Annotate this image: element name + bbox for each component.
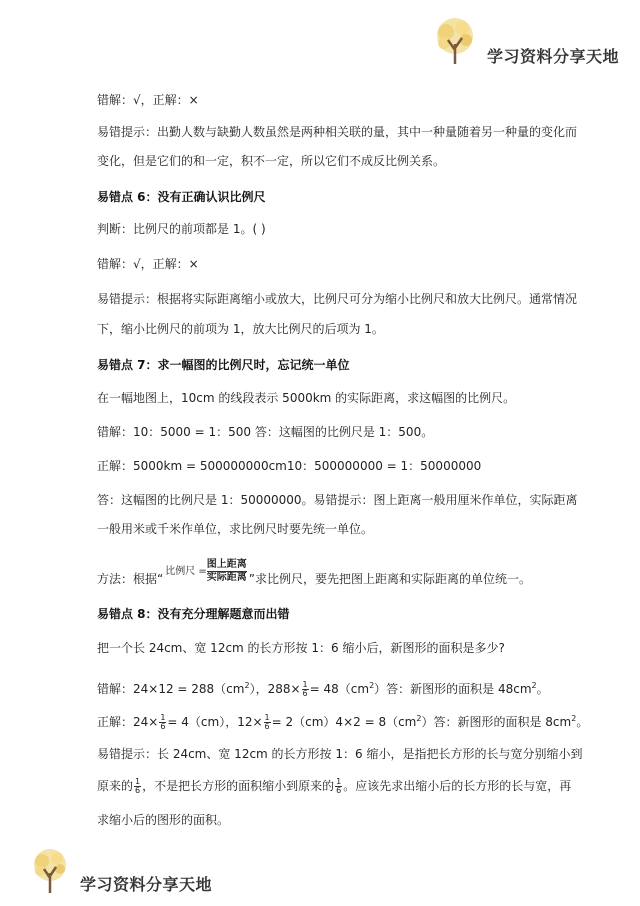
text-line: 变化，但是它们的和一定，积不一定，所以它们不成反比例关系。 — [97, 154, 446, 168]
fraction: $\frac{1}{6}$ — [264, 713, 270, 731]
text-line: 易错提示：出勤人数与缺勤人数虽然是两种相关联的量，其中一种量随着另一种量的变化而 — [97, 125, 578, 139]
text-line: 判断：比例尺的前项都是 1。( ) — [97, 222, 266, 236]
text-line: 一般用米或千米作单位，求比例尺时要先统一单位。 — [97, 522, 374, 536]
section-heading: 易错点 6：没有正确认识比例尺 — [97, 190, 266, 204]
section-heading: 易错点 7：求一幅图的比例尺时，忘记统一单位 — [97, 358, 350, 372]
text-line: 错解：√，正解：× — [97, 257, 199, 271]
brand-name-top: 学习资料分享天地 — [487, 47, 620, 66]
formula-line: 方法：根据“比例尺 = 图上距离 实际距离 ”求比例尺，要先把图上距离和实际距离的单位统一。 — [97, 559, 532, 586]
brand-name-bottom: 学习资料分享天地 — [80, 875, 213, 894]
text-line: 在一幅地图上，10cm 的线段表示 5000km 的实际距离，求这幅图的比例尺。 — [97, 391, 516, 405]
tree-logo-icon — [428, 14, 482, 68]
fraction: $\frac{1}{6}$ — [302, 680, 308, 698]
math-line: 错解：$24\times 12 = 288(cm^2)$，288× $\frac{1}{6}$ = $48(cm^2)$答：新图形的面积是 $48cm^2$。 — [97, 680, 549, 698]
text-line: 易错提示：根据将实际距离缩小或放大，比例尺可分为缩小比例尺和放大比例尺。通常情况 — [97, 292, 578, 306]
text-line: 错解：√，正解：× — [97, 93, 199, 107]
math-line: 正解：24× $\frac{1}{6}$ = 4（cm），12× $\frac{1}{6}$ = $2(cm)4\times 2 = 8(cm^2)$答：新图形的面积是 $8cm^2$。 — [97, 713, 589, 731]
text-line: 正解：5000km = 500000000cm10：500000000 = 1：50000000 — [97, 459, 482, 473]
text-line: 答：这幅图的比例尺是 1：50000000。易错提示：图上距离一般用厘米作单位，实际距离 — [97, 493, 578, 507]
text-line: 错解：10：5000 = 1：500 答：这幅图的比例尺是 1：500。 — [97, 425, 434, 439]
fraction: $\frac{1}{6}$ — [135, 777, 141, 795]
text-line: 把一个长 24cm、宽 12cm 的长方形按 1：6 缩小后，新图形的面积是多少? — [97, 641, 505, 655]
math-line: 原来的 $\frac{1}{6}$ ，不是把长方形的面积缩小到原来的 $\frac{1}{6}$ 。应该先求出缩小后的长方形的长与宽，再 — [97, 777, 572, 795]
text-line: 易错提示：长 24cm、宽 12cm 的长方形按 1：6 缩小，是指把长方形的长与宽分别缩小到 — [97, 747, 583, 761]
text-line: 求缩小后的图形的面积。 — [97, 813, 230, 827]
tree-logo-icon — [26, 845, 74, 897]
scale-formula: 比例尺 = 图上距离 实际距离 — [165, 559, 247, 583]
section-heading: 易错点 8：没有充分理解题意而出错 — [97, 607, 290, 621]
fraction: $\frac{1}{6}$ — [160, 713, 166, 731]
text-line: 下，缩小比例尺的前项为 1，放大比例尺的后项为 1。 — [97, 322, 384, 336]
fraction: $\frac{1}{6}$ — [336, 777, 342, 795]
